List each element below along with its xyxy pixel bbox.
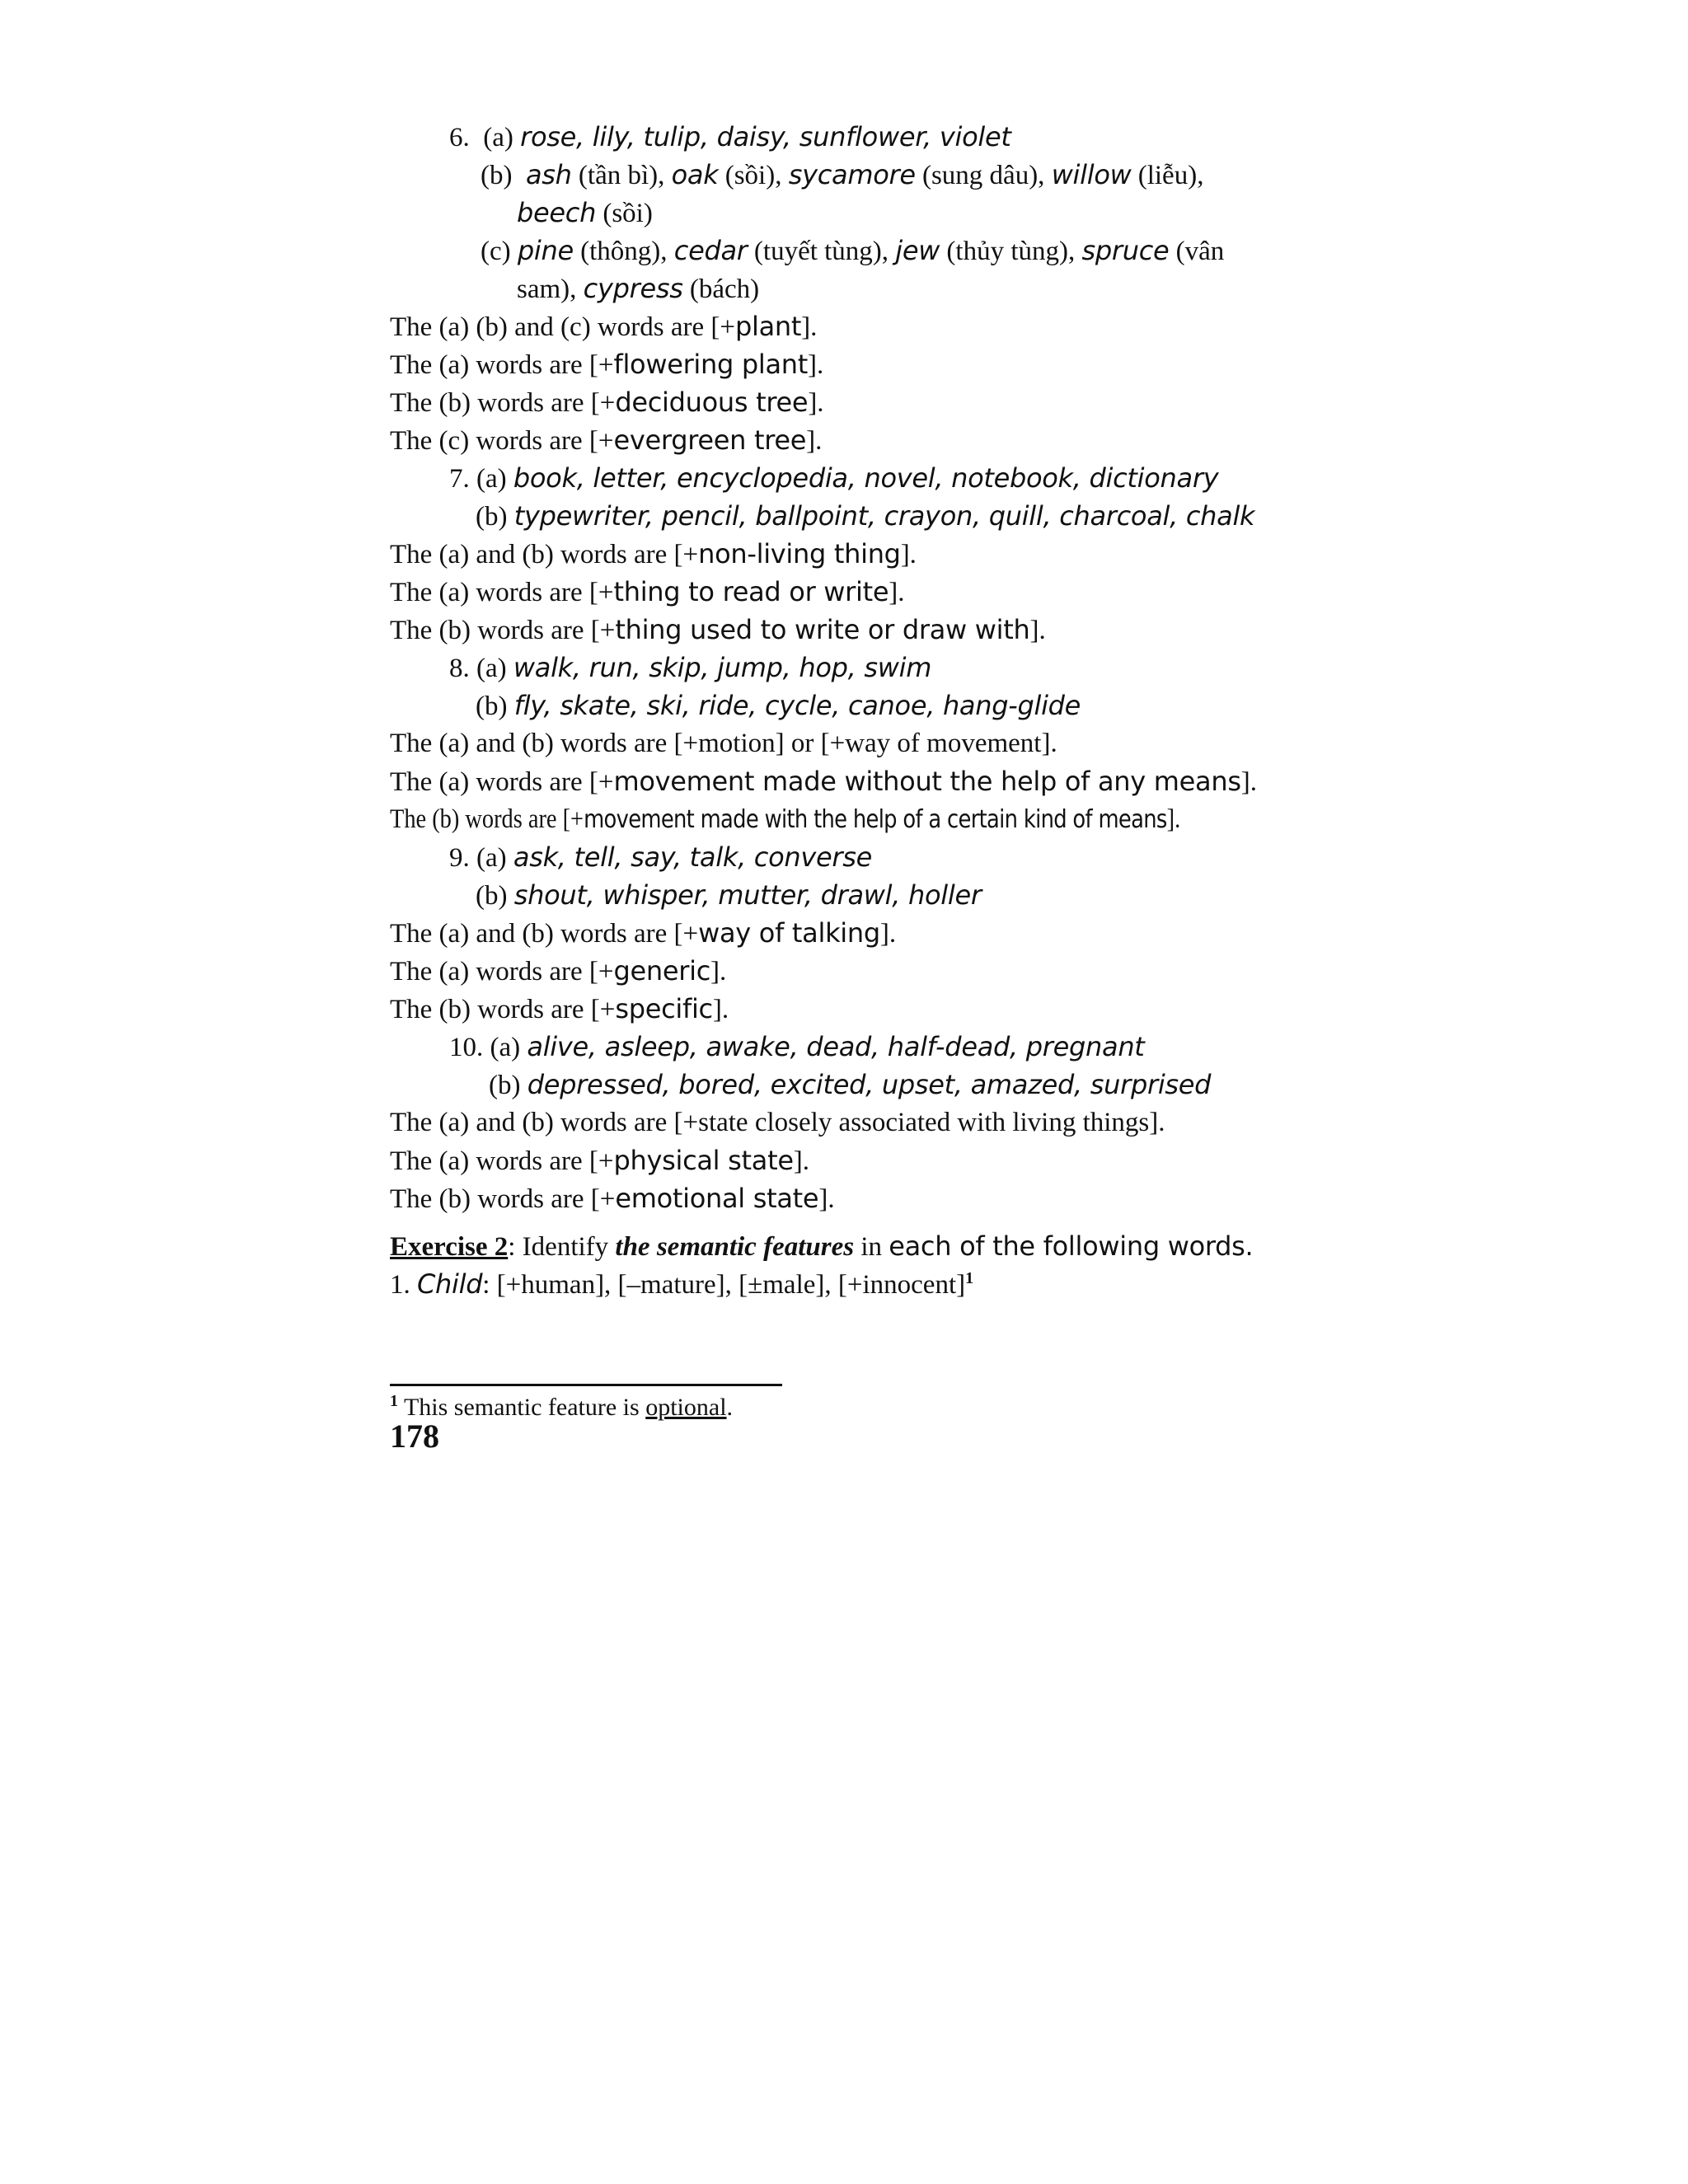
- feature-statement: [390, 762, 1257, 800]
- feature-statement: [390, 383, 824, 421]
- feature-label: thing used to write or draw with: [615, 614, 1030, 645]
- gloss: (tuyết tùng),: [753, 237, 889, 266]
- item-10-line-a: [449, 1028, 1145, 1066]
- item-10-line-b: [489, 1066, 1211, 1104]
- example-word: sycamore: [788, 159, 916, 190]
- feature-label: movement made without the help of any means: [613, 766, 1241, 797]
- statement-text: The (a) words are [+: [390, 350, 614, 380]
- item-8-line-a: [449, 649, 931, 687]
- feature-label: emotional state: [615, 1183, 819, 1214]
- feature-statement: [390, 1179, 835, 1217]
- statement-close: ].: [808, 350, 824, 380]
- gloss: (thông),: [580, 237, 668, 266]
- footnote-mark: 1: [390, 1392, 398, 1410]
- gloss: (sồi): [603, 199, 653, 228]
- exercise-2-heading: [390, 1227, 1253, 1265]
- question-word: Child: [417, 1268, 483, 1300]
- statement-close: ].: [801, 312, 818, 342]
- feature-statement: [390, 611, 1046, 649]
- item-mark: (b): [476, 502, 508, 532]
- statement-close: ].: [806, 426, 823, 456]
- example-words: shout, whisper, mutter, drawl, holler: [513, 879, 982, 911]
- statement-close: ].: [793, 1146, 809, 1176]
- gloss: (tần bì),: [578, 161, 665, 190]
- statement-text: The (b) words are [+: [390, 388, 616, 418]
- feature-statement: [390, 1104, 1165, 1141]
- item-7-line-a: [449, 459, 1218, 497]
- gloss: (liễu),: [1137, 161, 1204, 190]
- statement-close: ].: [712, 995, 729, 1024]
- statement-close: ].: [1166, 804, 1181, 834]
- footnote-emphasis: optional: [645, 1394, 727, 1421]
- feature-statement: [390, 307, 817, 345]
- statement-text: The (a) words are [+: [390, 957, 614, 987]
- feature-label: non-living thing: [698, 538, 901, 569]
- statement-text: The (a) (b) and (c) words are [+: [390, 312, 735, 342]
- item-number: 9. (a): [449, 843, 507, 873]
- feature-statement: [390, 535, 917, 573]
- statement-close: ].: [1240, 767, 1257, 797]
- example-word: oak: [671, 159, 719, 190]
- statement-text: The (a) and (b) words are [+: [390, 540, 699, 569]
- feature-statement: [390, 990, 729, 1028]
- exercise-text: each of the following words.: [889, 1230, 1254, 1262]
- example-word: ash: [525, 159, 572, 190]
- feature-label: generic: [613, 955, 710, 987]
- statement-text: The (b) words are [+: [390, 995, 616, 1024]
- feature-label: flowering plant: [613, 349, 809, 380]
- footnote: [390, 1389, 733, 1427]
- item-number: 7. (a): [449, 464, 507, 494]
- footnote-reference: 1: [965, 1269, 974, 1287]
- statement-close: ].: [889, 578, 905, 607]
- example-words: book, letter, encyclopedia, novel, notebook, dictionary: [513, 462, 1219, 494]
- statement-close: ].: [879, 919, 897, 949]
- example-word: spruce: [1081, 235, 1170, 266]
- item-9-line-b: [476, 876, 982, 914]
- statement-close: ].: [900, 540, 917, 569]
- feature-label: way of talking: [698, 917, 880, 949]
- feature-statement: [390, 724, 1057, 762]
- statement-text: The (b) words are [+: [390, 804, 584, 834]
- footnote-text: This semantic feature is: [398, 1394, 646, 1421]
- item-6-line-c-cont: [517, 269, 759, 307]
- statement-close: ].: [1029, 616, 1046, 645]
- item-6-line-c: [481, 232, 1224, 269]
- example-words: rose, lily, tulip, daisy, sunflower, violet: [520, 121, 1011, 152]
- item-mark: (b): [489, 1071, 521, 1100]
- feature-label: movement made with the help of a certain kind of means: [584, 805, 1167, 834]
- footnote-end: .: [726, 1394, 734, 1421]
- statement-text: The (a) and (b) words are [+motion] or [+way of movement].: [390, 729, 1057, 758]
- condensed-wrap: [390, 800, 1180, 839]
- gloss: sam),: [517, 274, 577, 304]
- gloss: (thủy tùng),: [946, 237, 1076, 266]
- question-number: 1.: [390, 1270, 417, 1300]
- statement-text: The (b) words are [+: [390, 1184, 616, 1214]
- item-7-line-b: [476, 497, 1254, 535]
- example-word: willow: [1051, 159, 1132, 190]
- feature-statement: [390, 573, 905, 611]
- item-mark: (b): [476, 691, 508, 721]
- example-words: fly, skate, ski, ride, cycle, canoe, hang-glide: [513, 690, 1081, 721]
- exercise-label: Exercise 2: [390, 1232, 509, 1262]
- feature-label: plant: [734, 311, 802, 342]
- feature-statement: [390, 345, 823, 383]
- gloss: (bách): [689, 274, 760, 304]
- example-words: depressed, bored, excited, upset, amazed, surprised: [527, 1069, 1212, 1100]
- example-word: jew: [895, 235, 940, 266]
- example-words: typewriter, pencil, ballpoint, crayon, quill, charcoal, chalk: [513, 500, 1255, 532]
- feature-label: specific: [615, 993, 713, 1024]
- exercise-text: : Identify: [508, 1232, 616, 1262]
- feature-statement: [390, 421, 822, 459]
- statement-close: ].: [710, 957, 727, 987]
- item-6-line-b: [481, 156, 1203, 194]
- item-number: 10. (a): [449, 1033, 521, 1062]
- statement-text: The (b) words are [+: [390, 616, 616, 645]
- item-mark: (b): [481, 161, 513, 190]
- page-number: 178: [390, 1418, 439, 1455]
- feature-label: deciduous tree: [615, 387, 809, 418]
- item-6-line-b-cont: [517, 194, 653, 232]
- statement-close: ].: [818, 1184, 835, 1214]
- item-6-line-a: [449, 118, 1011, 156]
- question-features: : [+human], [–mature], [±male], [+innocent]: [482, 1270, 966, 1300]
- gloss: (vân: [1175, 237, 1225, 266]
- example-word: pine: [517, 235, 574, 266]
- gloss: (sung dâu),: [921, 161, 1045, 190]
- statement-text: The (a) and (b) words are [+state closely associated with living things].: [390, 1108, 1165, 1137]
- feature-label: physical state: [613, 1145, 794, 1176]
- feature-statement: [390, 914, 896, 952]
- statement-close: ].: [808, 388, 824, 418]
- footnote-rule: [390, 1384, 782, 1386]
- example-words: ask, tell, say, talk, converse: [513, 841, 873, 873]
- item-mark: (c): [481, 237, 511, 266]
- statement-text: The (c) words are [+: [390, 426, 614, 456]
- example-words: alive, asleep, awake, dead, half-dead, pregnant: [527, 1031, 1145, 1062]
- exercise-text: in: [854, 1232, 889, 1262]
- feature-label: evergreen tree: [613, 424, 807, 456]
- gloss: (sồi),: [724, 161, 782, 190]
- feature-statement-condensed: [390, 800, 1309, 838]
- item-mark: (a): [483, 123, 513, 152]
- statement-text: The (a) and (b) words are [+: [390, 919, 699, 949]
- item-number: 6.: [449, 123, 470, 152]
- feature-label: thing to read or write: [613, 576, 889, 607]
- item-8-line-b: [476, 687, 1081, 724]
- example-word: cypress: [583, 273, 683, 304]
- example-word: cedar: [673, 235, 748, 266]
- feature-statement: [390, 1141, 809, 1179]
- feature-statement: [390, 952, 726, 990]
- exercise-2-question-1: [390, 1265, 973, 1303]
- statement-text: The (a) words are [+: [390, 578, 614, 607]
- example-word: beech: [517, 197, 597, 228]
- item-mark: (b): [476, 881, 508, 911]
- example-words: walk, run, skip, jump, hop, swim: [513, 652, 932, 683]
- exercise-term: the semantic features: [615, 1232, 855, 1262]
- statement-text: The (a) words are [+: [390, 1146, 614, 1176]
- item-9-line-a: [449, 838, 872, 876]
- statement-text: The (a) words are [+: [390, 767, 614, 797]
- item-number: 8. (a): [449, 654, 507, 683]
